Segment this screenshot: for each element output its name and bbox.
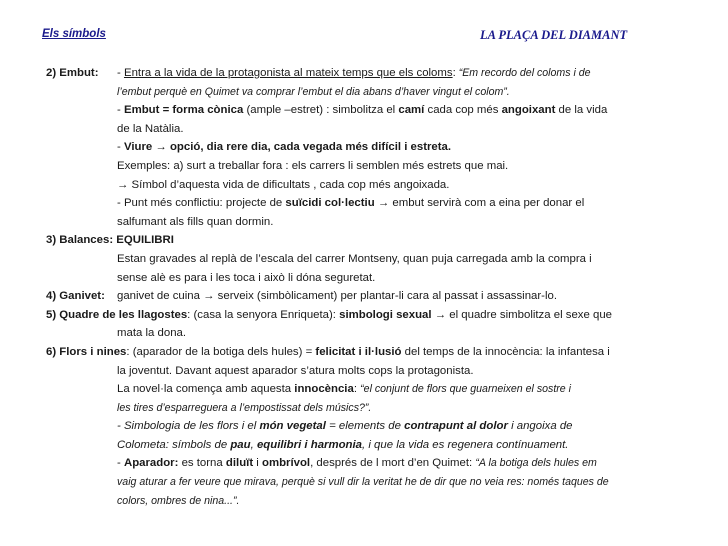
balances-line-1: Estan gravades al replà de l’escala del carrer Montseny, quan puja carregada amb la compra i	[117, 252, 592, 265]
dash: -	[117, 67, 124, 79]
page-title: LA PLAÇA DEL DIAMANT	[480, 28, 628, 42]
flors-line-9: colors, ombres de nina...”.	[117, 494, 240, 507]
embut-line-5: - Viure → opció, dia rere dia, cada vegada més difícil i estreta.	[117, 141, 452, 154]
quadre-line-2: mata la dona.	[117, 327, 187, 340]
balances-title-line: 3) Balances: EQUILIBRI	[46, 234, 174, 247]
entry-quadre: 5) Quadre de les llagostes: (casa la senyora Enriqueta): simbologi sexual → el quadre simbolitza el sexe que mata la dona.	[46, 306, 688, 343]
balances-title: 3) Balances	[46, 234, 110, 247]
balances-keyword: EQUILIBRI	[116, 234, 174, 247]
embut-link-text: Entra a la vida de la protagonista al mateix temps que els coloms	[123, 67, 453, 79]
flors-line-3: La novel·la comença amb aquesta innocència: “el conjunt de flors que guarneixen el sostre i	[117, 383, 571, 396]
flors-line-4: les tires d’esparreguera a l’empostissat dels músics?”.	[117, 401, 372, 414]
embut-line-7: → Símbol d’aquesta vida de dificultats , cada cop més angoixada.	[117, 178, 450, 191]
flors-line-5: - Simbologia de les flors i el món vegetal = elements de contrapunt al dolor i angoixa de	[117, 420, 573, 433]
content	[46, 64, 688, 510]
quadre-title: 5) Quadre de les llagostes	[46, 308, 188, 321]
flors-line-7: - Aparador: es torna diluït i ombrívol, després de l mort d’en Quimet: “A la botiga dels hules em	[117, 457, 597, 470]
colon: :	[452, 67, 456, 79]
flors-line-6: Colometa: símbols de pau, equilibri i harmonia, i que la vida es regenera contínuament.	[117, 438, 569, 451]
section-heading: Els símbols	[42, 28, 106, 40]
flors-line-8: vaig aturar a fer veure que mirava, perquè si vull dir la veritat he de dir que no veia res: només taques de	[117, 476, 609, 489]
embut-quote-1: “Em recordo del coloms i de	[455, 67, 591, 79]
embut-title: 2) Embut:	[46, 67, 99, 79]
flors-line-2: la joventut. Davant aquest aparador s’atura molts cops la protagonista.	[117, 364, 474, 377]
embut-line-3: - Embut = forma cònica (ample –estret) : simbolitza el camí cada cop més angoixant de la vida	[117, 104, 608, 117]
embut-line-4: de la Natàlia.	[117, 122, 184, 135]
flors-title: 6) Flors i nines	[46, 345, 127, 358]
embut-line-9: salfumant als fills quan dormin.	[117, 215, 274, 228]
entry-balances	[46, 231, 688, 287]
ganivet-text: ganivet de cuina → serveix (simbòlicament) per plantar-li cara al passat i assassinar-lo.	[117, 290, 557, 303]
embut-line-6: Exemples: a) surt a treballar fora : els carrers li semblen més estrets que mai.	[117, 159, 509, 172]
embut-quote-2: l’embut perquè en Quimet va comprar l’embut el dia abans d’haver vingut el colom”.	[117, 85, 510, 98]
entry-embut	[46, 64, 688, 231]
header	[42, 28, 688, 46]
entry-ganivet: 4) Ganivet: ganivet de cuina → serveix (simbòlicament) per plantar-li cara al passat i assassinar-lo.	[46, 287, 688, 306]
embut-line-1	[46, 64, 688, 83]
embut-line-8: - Punt més conflictiu: projecte de suïcidi col·lectiu → embut servirà com a eina per donar el	[117, 197, 585, 210]
ganivet-title: 4) Ganivet	[46, 290, 102, 303]
entry-flors: 6) Flors i nines: (aparador de la botiga dels hules) = felicitat i il·lusió del temps de la innocència: la infantesa i la joventut. Davant aquest aparador s’atura molts cops la protagonista. La novel·la comença amb aquesta innocència: “el conjunt de flors que guarneixen el sostre i les tires d’esparreguera a l’empostissat dels músics?”. - Simbologia de les flors i el món vegetal = elements de contrapunt al dolor i angoixa de Colometa: símbols de pau, equilibri i harmonia, i que la vida es regenera contínuament. - Aparador: es torna diluït i ombrívol, després de l mort d’en Quimet: “A la botiga dels hules em vaig aturar a fer veure que mirava, perquè si vull dir la veritat he de dir que no veia res: només taques de colors, ombres de nina...”.	[46, 343, 688, 510]
balances-line-2: sense alè es para i les toca i això li dóna seguretat.	[117, 271, 376, 284]
